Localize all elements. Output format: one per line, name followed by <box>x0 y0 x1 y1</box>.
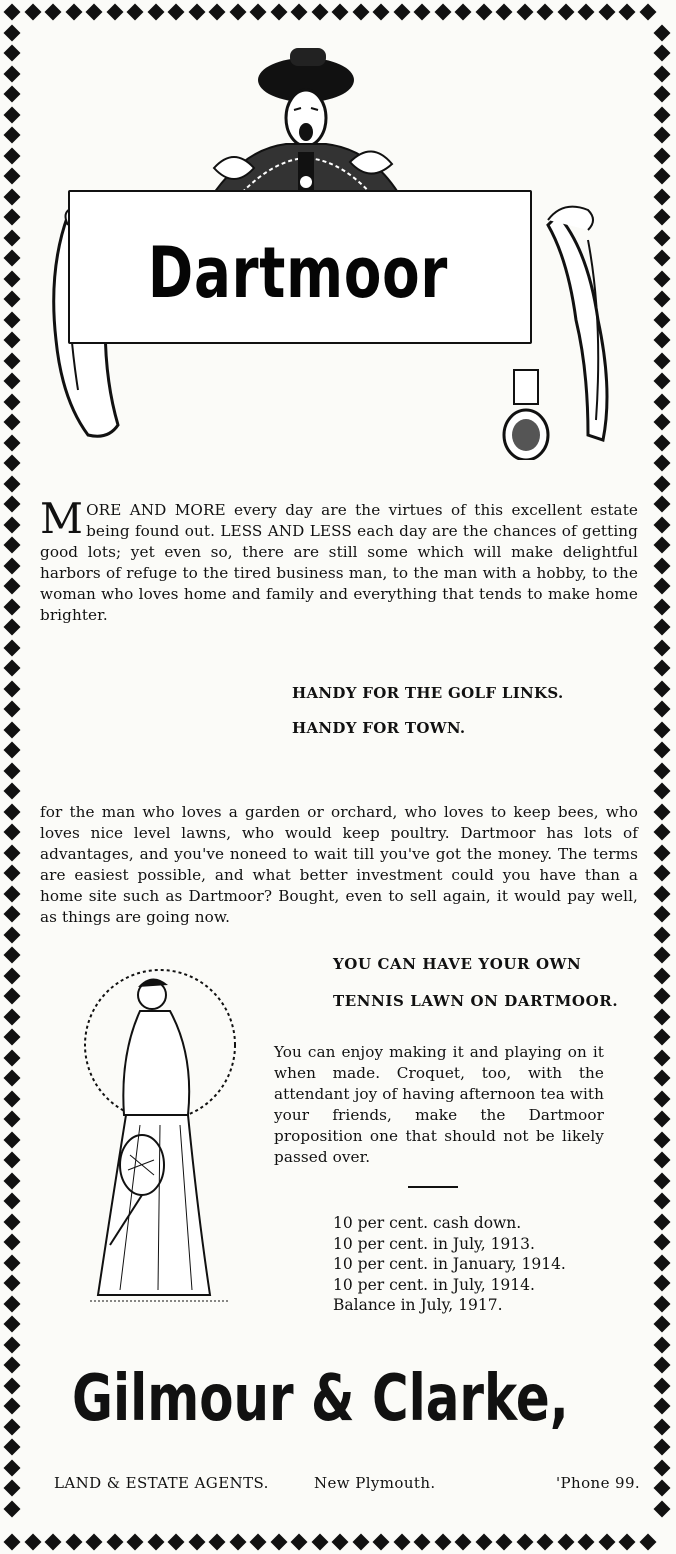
border-diamond <box>654 906 671 923</box>
border-diamond <box>4 742 21 759</box>
border-diamond <box>475 4 492 21</box>
border-diamond <box>654 660 671 677</box>
border-diamond <box>654 1029 671 1046</box>
border-diamond <box>270 1534 287 1551</box>
border-diamond <box>45 1534 62 1551</box>
border-diamond <box>4 434 21 451</box>
border-diamond <box>654 270 671 287</box>
border-diamond <box>4 250 21 267</box>
border-diamond <box>654 1398 671 1415</box>
border-diamond <box>4 762 21 779</box>
border-diamond <box>654 106 671 123</box>
intro-paragraph <box>40 494 638 626</box>
border-diamond <box>654 434 671 451</box>
border-diamond <box>24 4 41 21</box>
border-diamond <box>654 639 671 656</box>
border-diamond <box>4 926 21 943</box>
border-diamond <box>127 1534 144 1551</box>
border-diamond <box>537 4 554 21</box>
border-diamond <box>654 1459 671 1476</box>
border-diamond <box>291 4 308 21</box>
border-diamond <box>127 4 144 21</box>
border-diamond <box>414 4 431 21</box>
border-diamond <box>654 865 671 882</box>
border-diamond <box>414 1534 431 1551</box>
border-diamond <box>188 1534 205 1551</box>
border-diamond <box>434 1534 451 1551</box>
border-diamond <box>4 680 21 697</box>
border-diamond <box>4 168 21 185</box>
border-diamond <box>654 824 671 841</box>
border-diamond <box>4 1070 21 1087</box>
border-diamond <box>654 1213 671 1230</box>
border-diamond <box>654 65 671 82</box>
border-diamond <box>4 332 21 349</box>
tennis-lady-illustration <box>80 965 240 1315</box>
border-diamond <box>24 1534 41 1551</box>
tennis-paragraph: You can enjoy making it and playing on it when made. Croquet, too, with the attendant joy of having afternoon tea with your friends, make the Dartmoor proposition one that should not be likely passed over. <box>274 1043 604 1166</box>
border-diamond <box>4 45 21 62</box>
footer-town: New Plymouth. <box>314 1474 436 1492</box>
border-diamond <box>654 537 671 554</box>
border-diamond <box>393 4 410 21</box>
border-diamond <box>557 1534 574 1551</box>
border-diamond <box>4 1295 21 1312</box>
border-diamond <box>4 598 21 615</box>
border-diamond <box>4 455 21 472</box>
border-diamond <box>537 1534 554 1551</box>
border-diamond <box>619 4 636 21</box>
border-diamond <box>654 680 671 697</box>
border-diamond <box>4 373 21 390</box>
border-diamond <box>4 1152 21 1169</box>
border-diamond <box>4 1254 21 1271</box>
border-diamond <box>4 24 21 41</box>
border-diamond <box>654 619 671 636</box>
border-diamond <box>654 45 671 62</box>
border-diamond <box>332 1534 349 1551</box>
border-diamond <box>654 1111 671 1128</box>
border-diamond <box>4 209 21 226</box>
border-diamond <box>4 1480 21 1497</box>
border-diamond <box>654 947 671 964</box>
tennis-heading-1: YOU CAN HAVE YOUR OWN <box>333 955 582 973</box>
border-diamond <box>654 86 671 103</box>
border-diamond <box>4 516 21 533</box>
border-diamond <box>475 1534 492 1551</box>
border-diamond <box>45 4 62 21</box>
border-diamond <box>65 1534 82 1551</box>
border-diamond <box>4 1111 21 1128</box>
border-diamond <box>4 1090 21 1107</box>
border-diamond <box>639 1534 656 1551</box>
border-diamond <box>270 4 287 21</box>
border-diamond <box>578 1534 595 1551</box>
border-diamond <box>4 1377 21 1394</box>
border-diamond <box>654 762 671 779</box>
border-diamond <box>654 1193 671 1210</box>
border-diamond <box>654 988 671 1005</box>
border-diamond <box>86 1534 103 1551</box>
border-diamond <box>373 1534 390 1551</box>
border-diamond <box>598 1534 615 1551</box>
border-diamond <box>188 4 205 21</box>
border-diamond <box>654 1152 671 1169</box>
border-diamond <box>654 516 671 533</box>
border-diamond <box>654 373 671 390</box>
border-diamond <box>4 639 21 656</box>
border-diamond <box>332 4 349 21</box>
border-diamond <box>4 906 21 923</box>
border-diamond <box>311 1534 328 1551</box>
border-diamond <box>4 619 21 636</box>
border-diamond <box>654 1049 671 1066</box>
border-diamond <box>4 1234 21 1251</box>
border-diamond <box>250 4 267 21</box>
footer-phone: 'Phone 99. <box>556 1474 641 1492</box>
border-diamond <box>4 947 21 964</box>
border-diamond <box>106 4 123 21</box>
handy-golf: HANDY FOR THE GOLF LINKS. <box>292 684 564 702</box>
border-diamond <box>4 1459 21 1476</box>
border-diamond <box>654 1070 671 1087</box>
border-diamond <box>654 1131 671 1148</box>
border-diamond <box>4 86 21 103</box>
border-diamond <box>229 4 246 21</box>
border-diamond <box>654 885 671 902</box>
border-diamond <box>654 1336 671 1353</box>
payment-terms <box>333 1213 566 1316</box>
border-diamond <box>654 455 671 472</box>
border-diamond <box>654 1090 671 1107</box>
border-diamond <box>654 742 671 759</box>
border-diamond <box>654 803 671 820</box>
border-diamond <box>4 1131 21 1148</box>
border-diamond <box>654 188 671 205</box>
border-diamond <box>654 701 671 718</box>
border-diamond <box>654 209 671 226</box>
border-diamond <box>4 660 21 677</box>
border-diamond <box>496 1534 513 1551</box>
border-diamond <box>654 1316 671 1333</box>
border-diamond <box>4 1029 21 1046</box>
border-diamond <box>516 4 533 21</box>
border-diamond <box>516 1534 533 1551</box>
border-diamond <box>557 4 574 21</box>
term-line: 10 per cent. in July, 1914. <box>333 1275 535 1294</box>
border-diamond <box>393 1534 410 1551</box>
border-diamond <box>291 1534 308 1551</box>
border-diamond <box>654 1275 671 1292</box>
border-diamond <box>4 1534 21 1551</box>
border-diamond <box>4 1008 21 1025</box>
border-diamond <box>496 4 513 21</box>
border-diamond <box>209 1534 226 1551</box>
border-diamond <box>4 885 21 902</box>
border-diamond <box>434 4 451 21</box>
border-diamond <box>4 967 21 984</box>
term-line: 10 per cent. in January, 1914. <box>333 1255 566 1273</box>
border-diamond <box>4 475 21 492</box>
border-diamond <box>654 783 671 800</box>
border-diamond <box>619 1534 636 1551</box>
border-diamond <box>4 1049 21 1066</box>
border-diamond <box>654 311 671 328</box>
border-diamond <box>654 1008 671 1025</box>
border-diamond <box>4 291 21 308</box>
border-diamond <box>4 188 21 205</box>
border-diamond <box>4 537 21 554</box>
border-diamond <box>455 1534 472 1551</box>
border-diamond <box>168 1534 185 1551</box>
border-diamond <box>654 557 671 574</box>
border-diamond <box>654 1295 671 1312</box>
border-diamond <box>654 147 671 164</box>
border-diamond <box>654 352 671 369</box>
border-diamond <box>229 1534 246 1551</box>
border-diamond <box>4 1439 21 1456</box>
border-diamond <box>654 1418 671 1435</box>
border-diamond <box>209 4 226 21</box>
border-diamond <box>168 4 185 21</box>
border-diamond <box>4 1275 21 1292</box>
border-diamond <box>4 1500 21 1517</box>
border-diamond <box>654 1357 671 1374</box>
border-diamond <box>4 1316 21 1333</box>
border-diamond <box>4 352 21 369</box>
border-diamond <box>4 1418 21 1435</box>
handy-town: HANDY FOR TOWN. <box>292 719 466 737</box>
border-diamond <box>598 4 615 21</box>
drop-cap: M <box>40 494 84 543</box>
border-diamond <box>654 598 671 615</box>
border-diamond <box>4 147 21 164</box>
border-diamond <box>86 4 103 21</box>
border-diamond <box>654 844 671 861</box>
border-diamond <box>654 1254 671 1271</box>
page-title: Dartmoor <box>147 232 449 314</box>
border-diamond <box>578 4 595 21</box>
border-diamond <box>654 1234 671 1251</box>
divider <box>408 1186 458 1188</box>
border-diamond <box>4 4 21 21</box>
term-line: 10 per cent. in July, 1913. <box>333 1234 535 1253</box>
border-diamond <box>654 578 671 595</box>
border-diamond <box>4 496 21 513</box>
border-diamond <box>654 721 671 738</box>
border-diamond <box>147 4 164 21</box>
border-diamond <box>4 865 21 882</box>
border-diamond <box>4 1357 21 1374</box>
border-diamond <box>250 1534 267 1551</box>
border-diamond <box>106 1534 123 1551</box>
border-diamond <box>4 106 21 123</box>
border-diamond <box>4 721 21 738</box>
border-diamond <box>654 250 671 267</box>
term-line: Balance in July, 1917. <box>333 1296 503 1314</box>
border-diamond <box>4 844 21 861</box>
border-diamond <box>654 332 671 349</box>
border-diamond <box>4 988 21 1005</box>
border-diamond <box>352 4 369 21</box>
border-diamond <box>4 1172 21 1189</box>
border-diamond <box>65 4 82 21</box>
border-diamond <box>4 578 21 595</box>
border-diamond <box>4 1193 21 1210</box>
border-diamond <box>352 1534 369 1551</box>
term-line: 10 per cent. cash down. <box>333 1214 522 1232</box>
border-diamond <box>4 803 21 820</box>
border-diamond <box>4 783 21 800</box>
border-diamond <box>4 1398 21 1415</box>
border-diamond <box>654 414 671 431</box>
border-diamond <box>654 229 671 246</box>
border-diamond <box>4 229 21 246</box>
border-diamond <box>4 824 21 841</box>
border-diamond <box>654 168 671 185</box>
border-diamond <box>654 24 671 41</box>
border-diamond <box>373 4 390 21</box>
border-diamond <box>311 4 328 21</box>
border-diamond <box>639 4 656 21</box>
border-diamond <box>654 1172 671 1189</box>
intro-text: ORE AND MORE every day are the virtues of this excellent estate being found out. LESS AND LESS each day are the chances of getting good lots; yet even so, there are still some which will make delightful harbors of refuge to the tired business man, to the man with a hobby, to the woman who loves home and family and everything that tends to make home brighter. <box>40 501 638 624</box>
border-diamond <box>147 1534 164 1551</box>
border-diamond <box>4 1213 21 1230</box>
border-diamond <box>654 291 671 308</box>
tennis-heading-2: TENNIS LAWN ON DARTMOOR. <box>333 992 619 1010</box>
garden-paragraph: for the man who loves a garden or orchard, who loves to keep bees, who loves nice level lawns, who would keep poultry. Dartmoor has lots of advantages, and you've noneed to wait till you've got the money. The terms are easiest possible, and what better investment could you have than a home site such as Dartmoor? Bought, even to sell again, it would pay well, as things are going now. <box>40 803 638 926</box>
border-diamond <box>4 414 21 431</box>
border-diamond <box>4 127 21 144</box>
border-diamond <box>654 1439 671 1456</box>
border-diamond <box>4 701 21 718</box>
border-diamond <box>654 1500 671 1517</box>
border-diamond <box>4 311 21 328</box>
border-diamond <box>4 557 21 574</box>
border-diamond <box>654 393 671 410</box>
border-diamond <box>4 393 21 410</box>
border-diamond <box>4 65 21 82</box>
border-diamond <box>455 4 472 21</box>
firm-name: Gilmour & Clarke, <box>72 1362 569 1436</box>
border-diamond <box>4 1336 21 1353</box>
border-diamond <box>654 475 671 492</box>
border-diamond <box>654 967 671 984</box>
border-diamond <box>654 127 671 144</box>
border-diamond <box>654 496 671 513</box>
border-diamond <box>654 1377 671 1394</box>
border-diamond <box>654 926 671 943</box>
border-diamond <box>4 270 21 287</box>
border-diamond <box>654 1480 671 1497</box>
footer-agents: LAND & ESTATE AGENTS. <box>54 1474 269 1492</box>
